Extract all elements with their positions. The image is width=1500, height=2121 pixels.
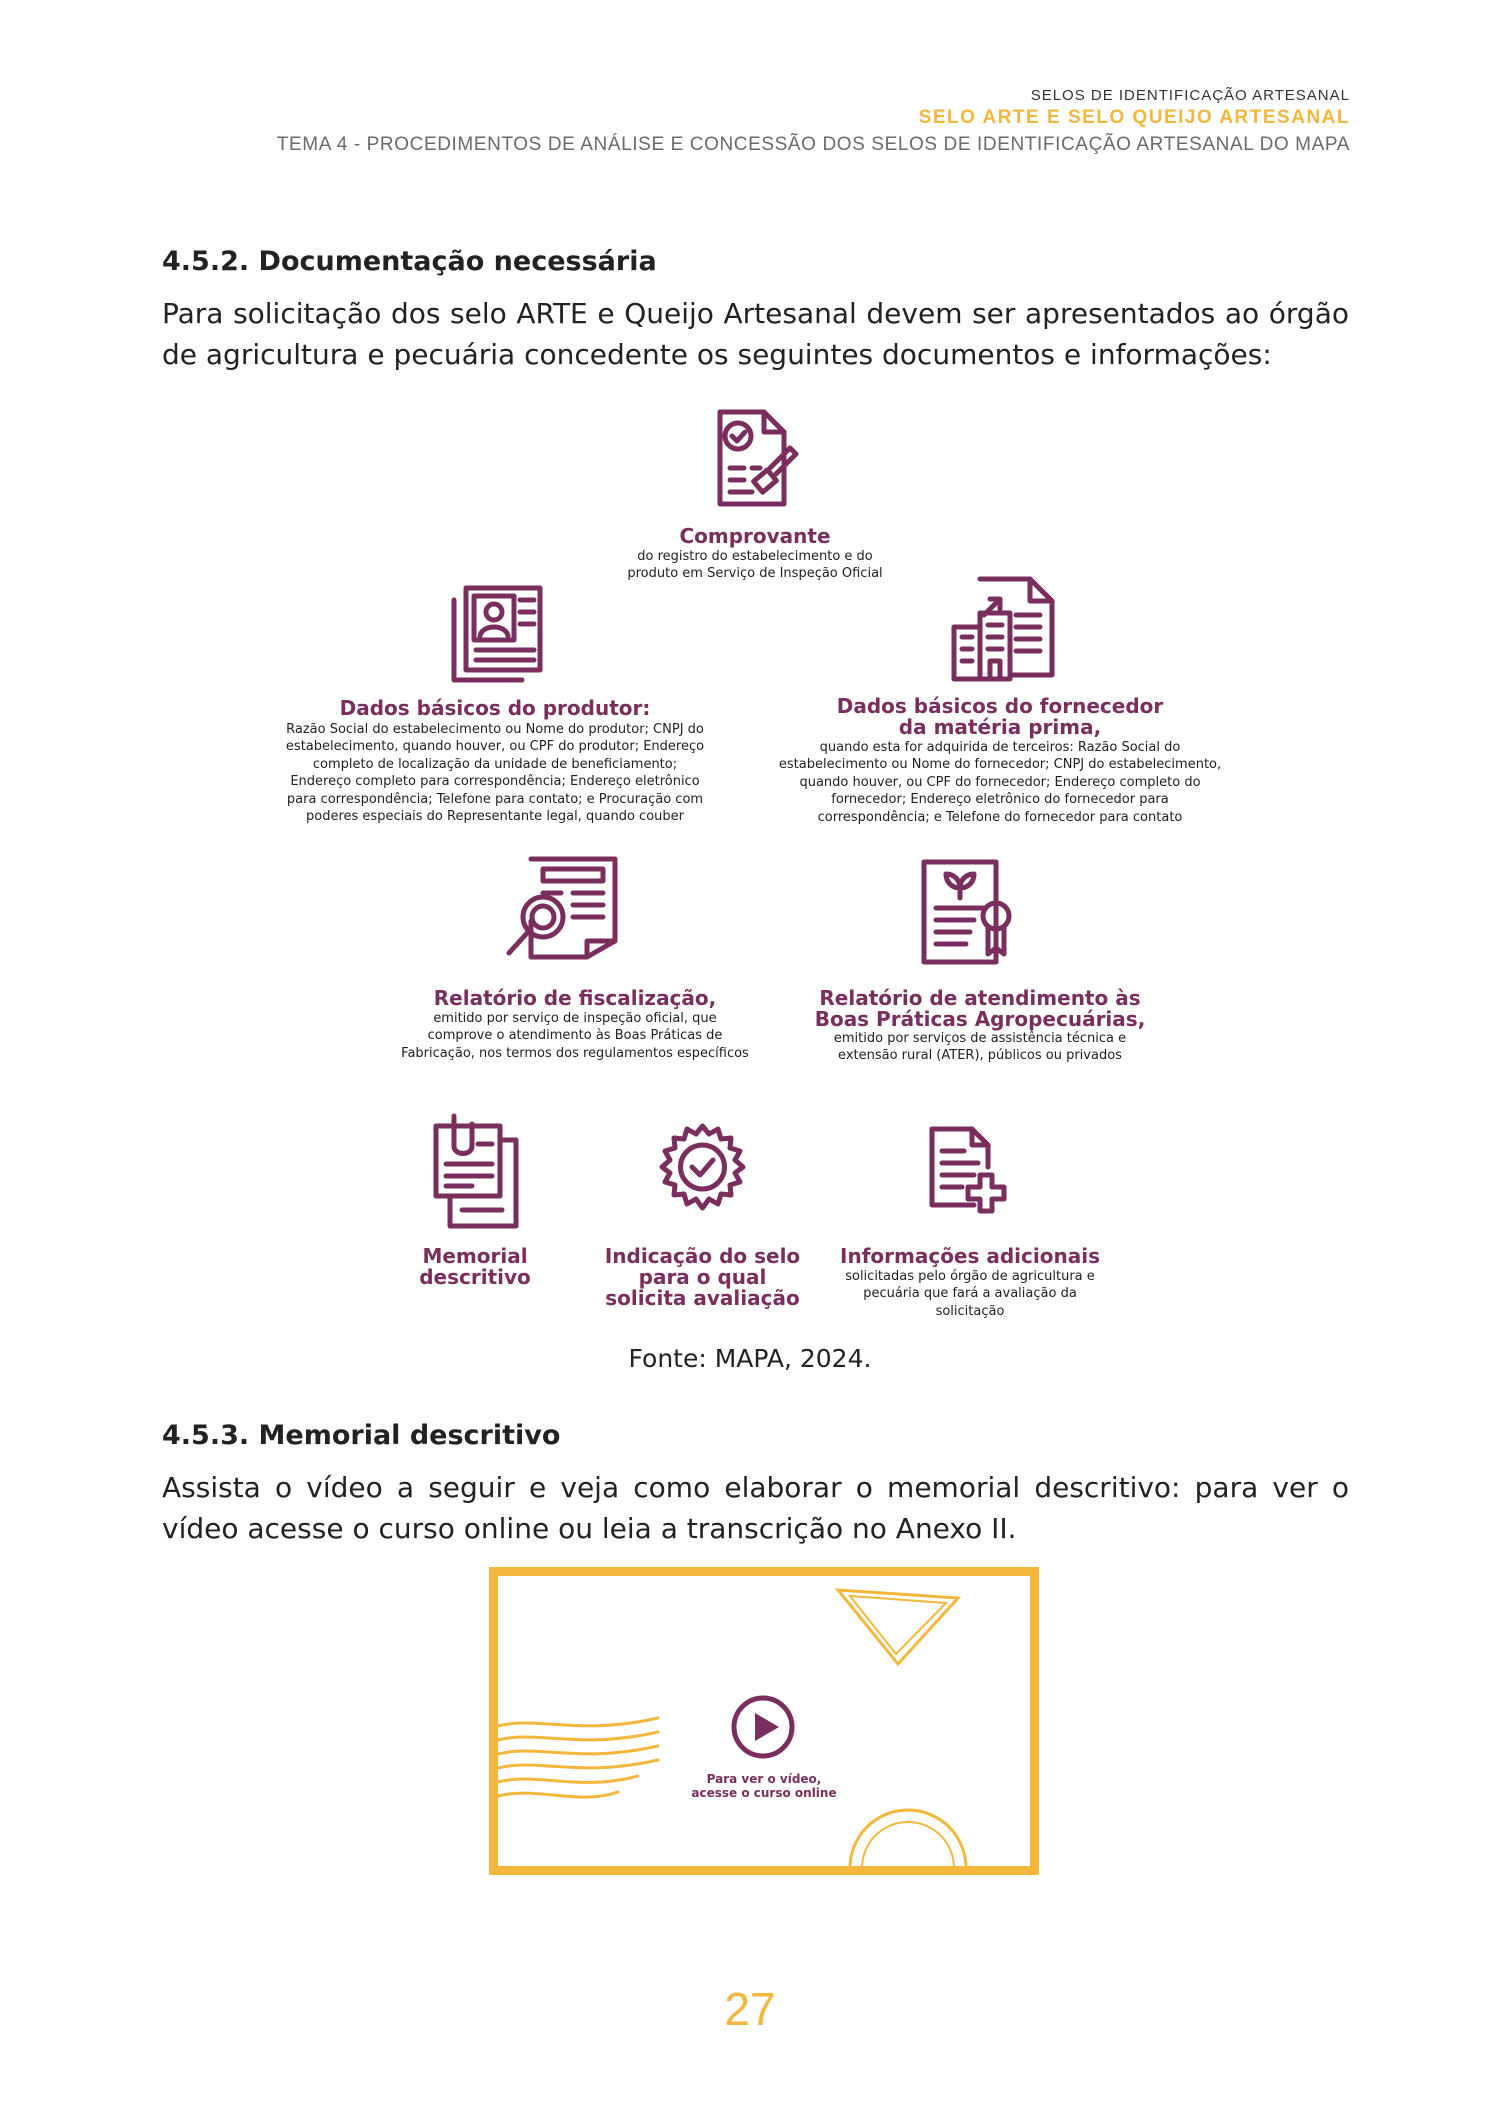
informacoes-description: solicitadas pelo órgão de agricultura e pecuária que fará a avaliação da solicitação xyxy=(845,1269,1095,1319)
comprovante-title: Comprovante xyxy=(679,524,831,548)
page-number: 27 xyxy=(724,1983,776,2035)
section-heading-memorial: 4.5.3. Memorial descritivo xyxy=(162,1420,561,1451)
certificate-check-icon xyxy=(712,408,802,508)
play-button-icon[interactable] xyxy=(730,1694,796,1760)
video-access-label: Para ver o vídeo, acesse o curso online xyxy=(691,1772,837,1800)
indicacao-title: Indicação do selo para o qual solicita avaliação xyxy=(604,1244,801,1310)
video-player[interactable] xyxy=(489,1567,1039,1875)
section-paragraph-memorial: Assista o vídeo a seguir e veja como elaborar o memorial descritivo: para ver o vídeo acesse o curso online ou leia a transcrição no Anexo II. xyxy=(162,1471,1349,1545)
plant-certificate-icon xyxy=(920,858,1015,968)
fornecedor-description: quando esta for adquirida de terceiros: Razão Social do estabelecimento ou Nome do fornecedor; CNPJ do estabelecimento, quando houver, ou CPF do fornecedor; Endereço completo do fornecedor; Endereço eletrônico do fornecedor para correspondência; e Telefone do fornecedor para contato xyxy=(778,740,1222,825)
magnifier-report-icon xyxy=(503,855,623,965)
fiscalizacao-description: emitido por serviço de inspeção oficial, que comprove o atendimento às Boas Práticas de Fabricação, nos termos dos regulamentos específicos xyxy=(401,1011,749,1061)
document-plus-icon xyxy=(928,1125,1013,1220)
informacoes-title: Informações adicionais xyxy=(840,1244,1100,1268)
id-card-profile-icon xyxy=(450,580,545,685)
header-course-title: SELO ARTE E SELO QUEIJO ARTESANAL xyxy=(918,107,1350,128)
atendimento-title: Relatório de atendimento às Boas Práticas Agropecuárias, xyxy=(814,986,1146,1031)
atendimento-description: emitido por serviços de assistência técnica e extensão rural (ATER), públicos ou privados xyxy=(833,1031,1127,1064)
fiscalizacao-title: Relatório de fiscalização, xyxy=(433,986,717,1010)
fornecedor-title: Dados básicos do fornecedor da matéria prima, xyxy=(836,694,1164,739)
clipped-documents-icon xyxy=(432,1110,522,1230)
seal-badge-check-icon xyxy=(655,1122,750,1217)
produtor-description: Razão Social do estabelecimento ou Nome do produtor; CNPJ do estabelecimento, quando houver, ou CPF do produtor; Endereço completo de localização da unidade de beneficiamento; Endereço completo para correspondência; Endereço eletrônico para correspondência; Telefone para contato; e Procuração com poderes especiais do Representante legal, quando couber xyxy=(285,722,705,825)
figure-caption: Fonte: MAPA, 2024. xyxy=(628,1344,872,1373)
comprovante-description: do registro do estabelecimento e do produto em Serviço de Inspeção Oficial xyxy=(627,549,883,582)
produtor-title: Dados básicos do produtor: xyxy=(339,696,651,720)
section-heading-documentacao: 4.5.2. Documentação necessária xyxy=(162,246,657,277)
memorial-title: Memorial descritivo xyxy=(419,1244,531,1289)
header-theme-title: TEMA 4 - PROCEDIMENTOS DE ANÁLISE E CONCESSÃO DOS SELOS DE IDENTIFICAÇÃO ARTESANAL DO MAPA xyxy=(276,134,1350,155)
header-series-title: SELOS DE IDENTIFICAÇÃO ARTESANAL xyxy=(1030,87,1350,104)
building-report-icon xyxy=(950,575,1060,685)
section-paragraph-documentacao: Para solicitação dos selo ARTE e Queijo Artesanal devem ser apresentados ao órgão de agricultura e pecuária concedente os seguintes documentos e informações: xyxy=(162,297,1349,371)
